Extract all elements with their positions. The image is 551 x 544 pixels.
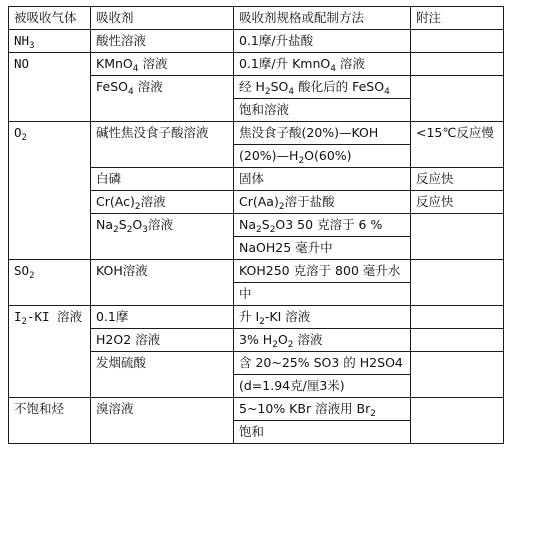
note-cell: 反应快 — [411, 168, 504, 191]
note-cell — [411, 214, 504, 260]
note-cell — [411, 398, 504, 444]
table-row — [9, 53, 504, 76]
table-header-row — [9, 7, 504, 30]
note-cell — [411, 352, 504, 398]
method-cell: 经 $H_2SO_4$ 酸化后的 FeSO$_4$ — [234, 76, 411, 99]
absorbent-cell: $Cr(Ac)_2$溶液 — [91, 191, 234, 214]
table-row — [9, 306, 504, 329]
method-cell: 0.1摩/升盐酸 — [234, 30, 411, 53]
method-cell: (d=1.94克/厘3米) — [234, 375, 411, 398]
gas-cell: $O_2$ — [9, 122, 91, 260]
absorbent-cell: 碱性焦没食子酸溶液 — [91, 122, 234, 168]
method-cell: 含 20~25% SO3 的 H2SO4 — [234, 352, 411, 375]
absorbent-cell: FeSO$_4$ 溶液 — [91, 76, 234, 122]
method-cell: KOH250 克溶于 800 毫升水 — [234, 260, 411, 283]
gas-cell: $SO_2$ — [9, 260, 91, 306]
header-method: 吸收剂规格或配制方法 — [234, 7, 411, 30]
note-cell: 反应快 — [411, 191, 504, 214]
note-cell — [411, 329, 504, 352]
table-row — [9, 30, 504, 53]
gas-cell: NO — [9, 53, 91, 122]
absorbent-cell: 白磷 — [91, 168, 234, 191]
note-cell — [411, 260, 504, 306]
gas-cell: $NH_3$ — [9, 30, 91, 53]
method-cell: 升 $I_2-KI$ 溶液 — [234, 306, 411, 329]
absorbent-cell: 0.1摩 — [91, 306, 234, 329]
header-gas: 被吸收气体 — [9, 7, 91, 30]
note-cell — [411, 306, 504, 329]
absorbent-cell: 酸性溶液 — [91, 30, 234, 53]
note-cell — [411, 30, 504, 53]
method-cell: $Cr(Aa)_2$溶于盐酸 — [234, 191, 411, 214]
header-absorbent: 吸收剂 — [91, 7, 234, 30]
method-cell: 固体 — [234, 168, 411, 191]
table-row — [9, 398, 504, 421]
gas-cell: 不饱和烃 — [9, 398, 91, 444]
note-cell — [411, 76, 504, 122]
gas-cell: $I_2-KI$ 溶液 — [9, 306, 91, 398]
method-cell: 焦没食子酸(20%)—KOH — [234, 122, 411, 145]
method-cell: $Na_2S_2O3$ 50 克溶于 6 % — [234, 214, 411, 237]
absorbent-cell: H2O2 溶液 — [91, 329, 234, 352]
table-row — [9, 122, 504, 145]
absorbent-cell: KMnO$_4$ 溶液 — [91, 53, 234, 76]
table-row — [9, 260, 504, 283]
method-cell: 中 — [234, 283, 411, 306]
absorbent-cell: $Na_2S_2O_3$溶液 — [91, 214, 234, 260]
absorbent-table — [8, 6, 504, 444]
method-cell: 饱和溶液 — [234, 99, 411, 122]
method-cell: 3% $H_2O_2$ 溶液 — [234, 329, 411, 352]
method-cell: 饱和 — [234, 421, 411, 444]
method-cell: $(20\%)—H_2O(60\%)$ — [234, 145, 411, 168]
method-cell: NaOH25 毫升中 — [234, 237, 411, 260]
absorbent-cell: 溴溶液 — [91, 398, 234, 444]
method-cell: 0.1摩/升 KmnO$_4$ 溶液 — [234, 53, 411, 76]
note-cell: <15℃反应慢 — [411, 122, 504, 168]
note-cell — [411, 53, 504, 76]
absorbent-cell: 发烟硫酸 — [91, 352, 234, 398]
method-cell: 5~10% KBr 溶液用 $Br_2$ — [234, 398, 411, 421]
header-note: 附注 — [411, 7, 504, 30]
absorbent-cell: KOH溶液 — [91, 260, 234, 306]
